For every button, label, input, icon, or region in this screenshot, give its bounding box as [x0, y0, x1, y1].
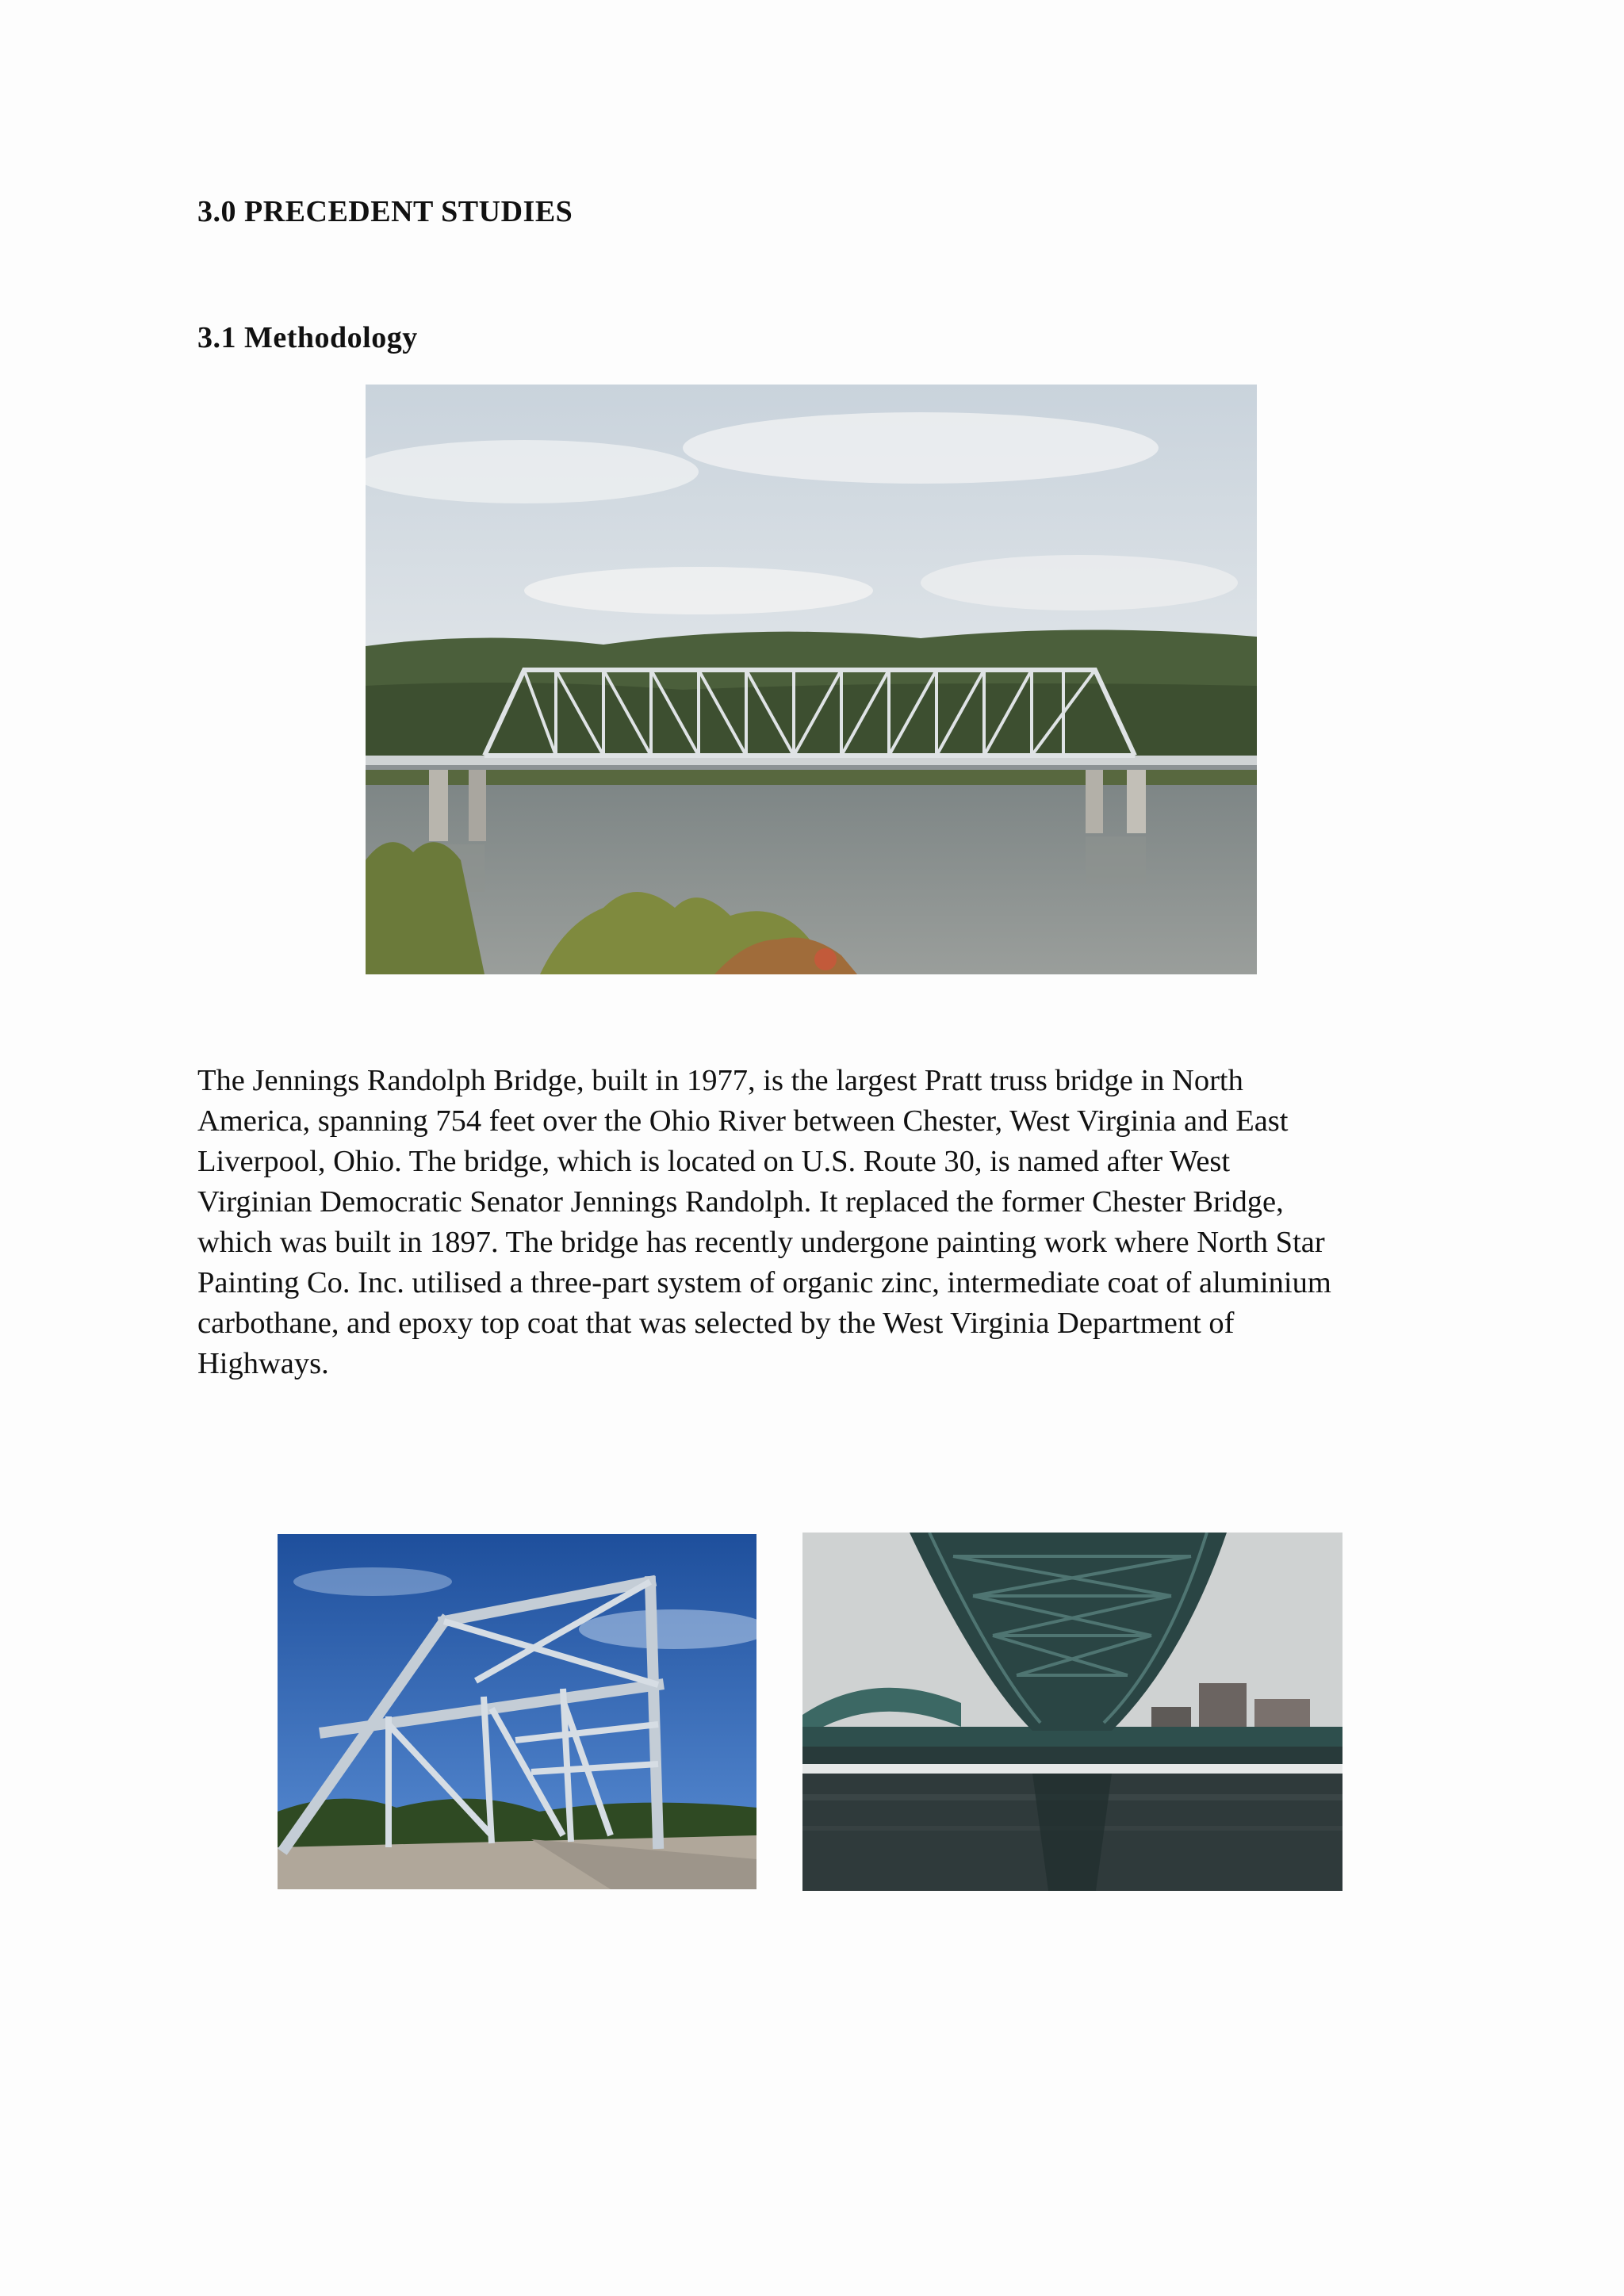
- paragraph-line: Virginian Democratic Senator Jennings Randolph. It replaced the former Chester Bridge,: [197, 1185, 1284, 1219]
- bridge-deck-photo: [278, 1534, 756, 1889]
- paragraph-line: carbothane, and epoxy top coat that was selected by the West Virginia Department of: [197, 1307, 1235, 1340]
- bridge-underside-photo: [802, 1533, 1342, 1891]
- paragraph-line: Liverpool, Ohio. The bridge, which is located on U.S. Route 30, is named after West: [197, 1145, 1231, 1178]
- body-paragraph: [197, 1061, 1434, 1384]
- paragraph-line: Highways.: [197, 1347, 329, 1380]
- paragraph-line: which was built in 1897. The bridge has recently undergone painting work where North Star: [197, 1226, 1325, 1259]
- subsection-heading: 3.1 Methodology: [197, 321, 418, 354]
- section-heading: 3.0 PRECEDENT STUDIES: [197, 195, 573, 228]
- paragraph-line: Painting Co. Inc. utilised a three-part system of organic zinc, intermediate coat of aluminium: [197, 1266, 1331, 1299]
- paragraph-line: The Jennings Randolph Bridge, built in 1977, is the largest Pratt truss bridge in North: [197, 1064, 1243, 1097]
- paragraph-line: America, spanning 754 feet over the Ohio River between Chester, West Virginia and East: [197, 1104, 1289, 1138]
- truss-bridge-photo: [366, 385, 1257, 974]
